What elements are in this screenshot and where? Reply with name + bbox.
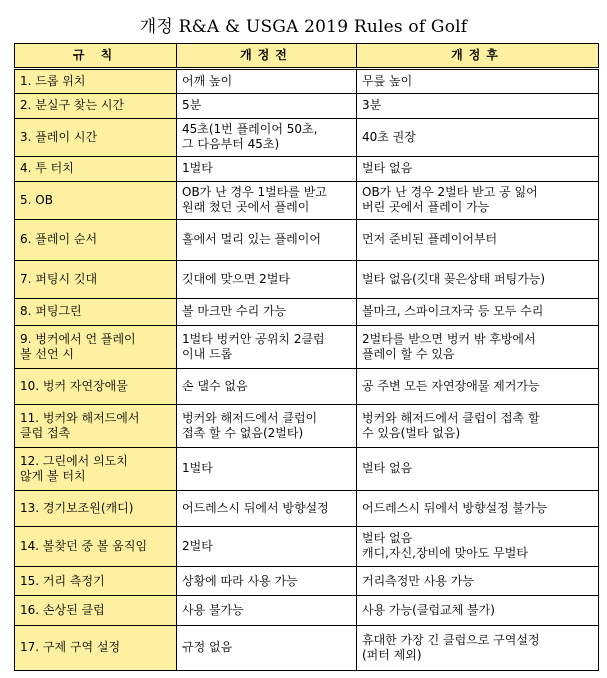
- after-cell-text: 2벌타를 받으면 벙커 밖 후방에서 플레이 할 수 있음: [362, 331, 536, 361]
- before-cell: [177, 526, 357, 567]
- table-row: [15, 93, 599, 118]
- rule-cell: [15, 625, 177, 670]
- before-cell: [177, 404, 357, 447]
- rule-cell: [15, 404, 177, 447]
- after-cell-text: 벌타 없음: [362, 161, 413, 176]
- before-cell: [177, 156, 357, 181]
- before-cell: [177, 181, 357, 219]
- rule-cell: [15, 220, 177, 261]
- before-cell: [177, 220, 357, 261]
- after-cell: [357, 368, 599, 404]
- rule-cell: [15, 447, 177, 490]
- table-row: [15, 220, 599, 261]
- table-row: [15, 69, 599, 94]
- after-cell-text: 볼마크, 스파이크자국 등 모두 수리: [362, 304, 544, 319]
- before-cell-text: 상황에 따라 사용 가능: [182, 573, 298, 588]
- rule-cell-text: 8. 퍼팅그린: [20, 304, 82, 319]
- rule-cell-text: 16. 손상된 클럽: [20, 603, 105, 618]
- table-row: [15, 118, 599, 156]
- before-cell-text: 45초(1번 플레이어 50초, 그 다음부터 45초): [182, 122, 318, 152]
- rule-cell: [15, 526, 177, 567]
- after-cell: [357, 181, 599, 219]
- rule-cell: [15, 368, 177, 404]
- before-cell-text: 1벌타: [182, 461, 213, 476]
- rule-cell-text: 15. 거리 측정기: [20, 573, 105, 588]
- rule-cell-text: 9. 벙커에서 언 플레이 볼 선언 시: [20, 331, 136, 361]
- before-cell: [177, 93, 357, 118]
- rule-cell: [15, 596, 177, 625]
- after-cell: [357, 447, 599, 490]
- table-row: [15, 156, 599, 181]
- before-cell-text: 어깨 높이: [182, 73, 233, 88]
- before-cell-text: 1벌타 벙커안 공위치 2클럽 이내 드롭: [182, 331, 325, 361]
- before-cell: [177, 298, 357, 325]
- after-cell-text: 40초 권장: [362, 129, 416, 144]
- before-cell: [177, 447, 357, 490]
- before-cell: [177, 596, 357, 625]
- table-header-row: [15, 44, 599, 69]
- table-row: [15, 260, 599, 298]
- after-cell-text: 벙커와 해저드에서 클럽이 접촉 할 수 있음(벌타 없음): [362, 410, 540, 440]
- rule-cell: [15, 69, 177, 94]
- rule-cell-text: 11. 벙커와 해저드에서 클럽 접촉: [20, 410, 140, 440]
- before-cell: [177, 368, 357, 404]
- table-row: [15, 404, 599, 447]
- table-body: [15, 69, 599, 671]
- before-cell-text: 깃대에 맞으면 2벌타: [182, 271, 291, 286]
- before-cell-text: 어드레스시 뒤에서 방향설정: [182, 500, 329, 515]
- after-cell-text: 사용 가능(클럽교체 불가): [362, 603, 495, 618]
- rule-cell-text: 14. 볼찾던 중 볼 움직임: [20, 538, 148, 553]
- before-cell-text: 규정 없음: [182, 640, 233, 655]
- rule-cell-text: 17. 구제 구역 설정: [20, 640, 121, 655]
- after-cell-text: 무릎 높이: [362, 73, 413, 88]
- rule-cell-text: 2. 분실구 찾는 시간: [20, 98, 125, 113]
- rule-cell: [15, 326, 177, 369]
- rule-cell: [15, 298, 177, 325]
- rule-cell-text: 3. 플레이 시간: [20, 129, 98, 144]
- rule-cell: [15, 567, 177, 596]
- before-cell-text: 홀에서 멀리 있는 플레이어: [182, 232, 321, 247]
- after-cell-text: 벌타 없음(깃대 꽂은상태 퍼팅가능): [362, 271, 546, 286]
- after-cell-text: 벌타 없음: [362, 461, 413, 476]
- after-cell: [357, 118, 599, 156]
- rule-cell-text: 1. 드롭 위치: [20, 73, 86, 88]
- after-cell: [357, 93, 599, 118]
- before-cell: [177, 490, 357, 526]
- rule-cell-text: 4. 투 터치: [20, 161, 74, 176]
- table-row: [15, 368, 599, 404]
- after-cell-text: 3분: [362, 98, 382, 113]
- before-cell: [177, 625, 357, 670]
- header-rule: 규 칙: [15, 44, 177, 69]
- after-cell-text: 벌타 없음 캐디,자신,장비에 맞아도 무벌타: [362, 531, 528, 561]
- before-cell: [177, 326, 357, 369]
- after-cell: [357, 625, 599, 670]
- after-cell: [357, 490, 599, 526]
- rule-cell-text: 10. 벙커 자연장애물: [20, 378, 128, 393]
- rule-cell: [15, 260, 177, 298]
- table-row: [15, 326, 599, 369]
- after-cell: [357, 526, 599, 567]
- rule-cell: [15, 490, 177, 526]
- before-cell: [177, 69, 357, 94]
- rule-cell: [15, 181, 177, 219]
- before-cell-text: OB가 난 경우 1벌타를 받고 원래 쳤던 곳에서 플레이: [182, 185, 327, 215]
- rules-comparison-table: [14, 43, 599, 671]
- rule-cell: [15, 93, 177, 118]
- table-row: [15, 298, 599, 325]
- rule-cell: [15, 118, 177, 156]
- table-row: [15, 625, 599, 670]
- before-cell-text: 사용 불가능: [182, 603, 244, 618]
- table-row: [15, 596, 599, 625]
- after-cell: [357, 156, 599, 181]
- rule-cell-text: 13. 경기보조원(캐디): [20, 500, 134, 515]
- after-cell-text: 휴대한 가장 긴 클럽으로 구역설정 (퍼터 제외): [362, 632, 540, 662]
- table-row: [15, 181, 599, 219]
- before-cell-text: 1벌타: [182, 161, 213, 176]
- after-cell: [357, 596, 599, 625]
- rule-cell-text: 7. 퍼팅시 깃대: [20, 271, 98, 286]
- after-cell-text: 거리측정만 사용 가능: [362, 573, 474, 588]
- after-cell: [357, 404, 599, 447]
- rule-cell-text: 6. 플레이 순서: [20, 232, 98, 247]
- after-cell-text: 공 주변 모든 자연장애물 제거가능: [362, 378, 540, 393]
- header-before: 개정전: [177, 44, 357, 69]
- before-cell-text: 2벌타: [182, 538, 213, 553]
- before-cell: [177, 260, 357, 298]
- before-cell-text: 손 댈수 없음: [182, 378, 248, 393]
- table-row: [15, 567, 599, 596]
- after-cell: [357, 567, 599, 596]
- table-row: [15, 490, 599, 526]
- after-cell: [357, 220, 599, 261]
- rule-cell-text: 12. 그린에서 의도치 않게 볼 터치: [20, 453, 128, 483]
- before-cell: [177, 567, 357, 596]
- before-cell: [177, 118, 357, 156]
- after-cell-text: OB가 난 경우 2벌타 받고 공 잃어 버린 곳에서 플레이 가능: [362, 185, 538, 215]
- before-cell-text: 볼 마크만 수리 가능: [182, 304, 287, 319]
- header-after: 개정후: [357, 44, 599, 69]
- table-row: [15, 526, 599, 567]
- before-cell-text: 벙커와 해저드에서 클럽이 접촉 할 수 없음(2벌타): [182, 410, 318, 440]
- after-cell-text: 먼저 준비된 플레이어부터: [362, 232, 498, 247]
- after-cell: [357, 326, 599, 369]
- document-title: 개정 R&A & USGA 2019 Rules of Golf: [139, 17, 468, 37]
- rule-cell-text: 5. OB: [20, 192, 53, 207]
- after-cell: [357, 298, 599, 325]
- rule-cell: [15, 156, 177, 181]
- after-cell-text: 어드레스시 뒤에서 방향설정 불가능: [362, 500, 548, 515]
- after-cell: [357, 260, 599, 298]
- after-cell: [357, 69, 599, 94]
- before-cell-text: 5분: [182, 98, 202, 113]
- table-row: [15, 447, 599, 490]
